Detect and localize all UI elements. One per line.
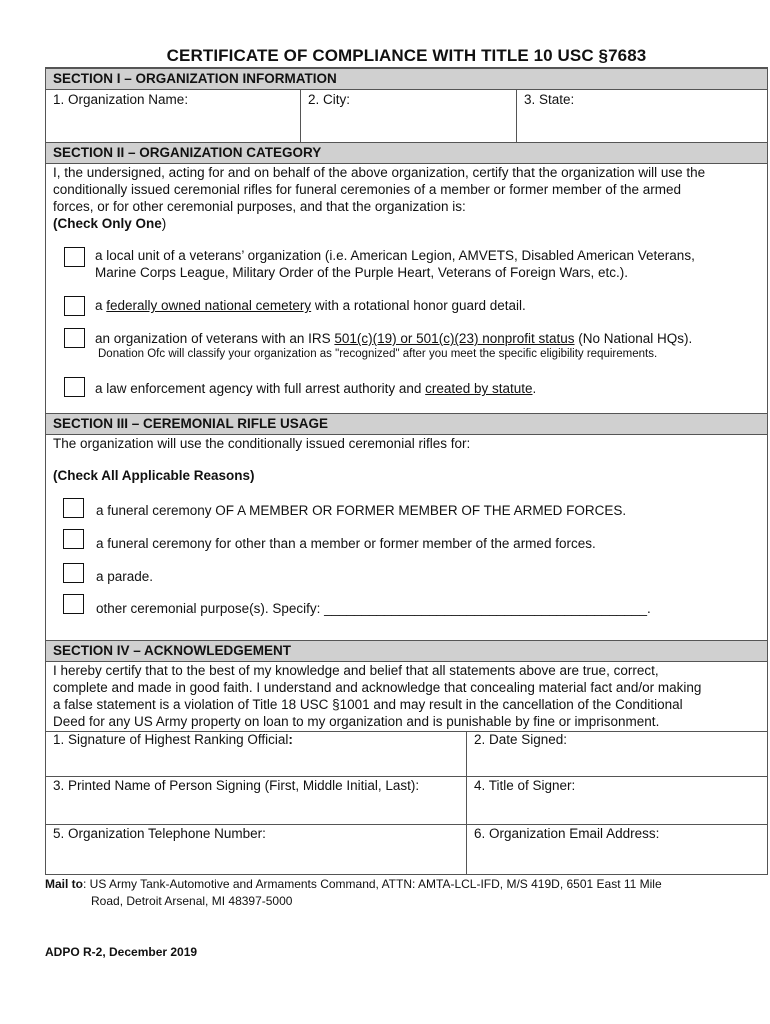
compliance-form <box>45 67 768 875</box>
date-signed-label: 2. Date Signed: <box>474 732 568 747</box>
usage-option-other-funeral: a funeral ceremony for other than a member or former member of the armed forces. <box>96 536 596 551</box>
usage-checkbox-other-purpose[interactable] <box>63 594 84 614</box>
usage-checkbox-parade[interactable] <box>63 563 84 583</box>
signature-label: 1. Signature of Highest Ranking Official: <box>53 732 293 747</box>
acknowledgement-line2: complete and made in good faith. I understand and acknowledge that concealing material fact and/or making <box>53 680 702 695</box>
phone-field[interactable] <box>46 824 466 874</box>
section2-intro-line2: conditionally issued ceremonial rifles for funeral ceremonies of a member or former member of the armed <box>53 182 682 197</box>
category-checkbox-irs-nonprofit[interactable] <box>64 328 85 348</box>
printed-name-label: 3. Printed Name of Person Signing (First, Middle Initial, Last): <box>53 778 420 793</box>
section3-intro: The organization will use the conditionally issued ceremonial rifles for: <box>53 436 471 451</box>
acknowledgement-line4: Deed for any US Army property on loan to my organization and is punishable by fine or imprisonment. <box>53 714 660 729</box>
section3-heading: SECTION III – CEREMONIAL RIFLE USAGE <box>46 413 767 435</box>
state-field[interactable] <box>517 90 767 142</box>
usage-checkbox-other-funeral[interactable] <box>63 529 84 549</box>
category-option-law-enforcement: a law enforcement agency with full arrest authority and created by statute. <box>95 381 537 396</box>
usage-option-member-funeral: a funeral ceremony OF A MEMBER OR FORMER MEMBER OF THE ARMED FORCES. <box>96 503 627 518</box>
section2-intro-line1: I, the undersigned, acting for and on behalf of the above organization, certify that the organization will use the <box>53 165 706 180</box>
email-label: 6. Organization Email Address: <box>474 826 660 841</box>
signature-field[interactable] <box>46 730 466 776</box>
org-name-field[interactable] <box>46 90 300 142</box>
acknowledgement-line3: a false statement is a violation of Title 18 USC §1001 and may result in the cancellation of the Conditional <box>53 697 683 712</box>
acknowledgement-line1: I hereby certify that to the best of my knowledge and belief that all statements above are true, correct, <box>53 663 659 678</box>
category-checkbox-national-cemetery[interactable] <box>64 296 85 316</box>
usage-option-parade: a parade. <box>96 569 154 584</box>
category-checkbox-veterans-org[interactable] <box>64 247 85 267</box>
category-option-veterans-org-line2: Marine Corps League, Military Order of the Purple Heart, Veterans of Foreign Wars, etc.). <box>95 265 628 280</box>
section2-intro-line3: forces, or for other ceremonial purposes, and that the organization is: <box>53 199 466 214</box>
usage-checkbox-member-funeral[interactable] <box>63 498 84 518</box>
category-option-irs-nonprofit: an organization of veterans with an IRS 501(c)(19) or 501(c)(23) nonprofit status (No National HQs). <box>95 331 693 346</box>
date-signed-field[interactable] <box>467 730 767 776</box>
phone-label: 5. Organization Telephone Number: <box>53 826 266 841</box>
category-checkbox-law-enforcement[interactable] <box>64 377 85 397</box>
form-title: CERTIFICATE OF COMPLIANCE WITH TITLE 10 USC §7683 <box>166 46 647 65</box>
org-name-label: 1. Organization Name: <box>53 92 189 107</box>
signer-title-label: 4. Title of Signer: <box>474 778 576 793</box>
section1-heading: SECTION I – ORGANIZATION INFORMATION <box>46 68 767 90</box>
mailing-address-line1: Mail to: US Army Tank-Automotive and Armaments Command, ATTN: AMTA-LCL-IFD, M/S 419D, 6501 East 11 Mile <box>45 877 662 891</box>
city-field[interactable] <box>301 90 517 142</box>
check-all-instruction: (Check All Applicable Reasons) <box>53 468 255 483</box>
check-only-one-instruction: (Check Only One) <box>53 216 167 231</box>
city-label: 2. City: <box>308 92 351 107</box>
category-option-veterans-org-line1: a local unit of a veterans’ organization (i.e. American Legion, AMVETS, Disabled American Veterans, <box>95 248 695 263</box>
section4-heading: SECTION IV – ACKNOWLEDGEMENT <box>46 640 767 662</box>
email-field[interactable] <box>467 824 767 874</box>
printed-name-field[interactable] <box>46 776 466 826</box>
state-label: 3. State: <box>524 92 575 107</box>
form-identifier: ADPO R-2, December 2019 <box>45 945 198 959</box>
section2-heading: SECTION II – ORGANIZATION CATEGORY <box>46 142 767 164</box>
donation-office-note: Donation Ofc will classify your organization as "recognized" after you meet the specific eligibility requirements. <box>98 348 658 360</box>
signer-title-field[interactable] <box>467 776 767 826</box>
category-option-national-cemetery: a federally owned national cemetery with a rotational honor guard detail. <box>95 298 526 313</box>
usage-option-other-purpose: other ceremonial purpose(s). Specify: ___________________________________________. <box>96 601 651 616</box>
mailing-address-line2: Road, Detroit Arsenal, MI 48397-5000 <box>91 894 293 908</box>
